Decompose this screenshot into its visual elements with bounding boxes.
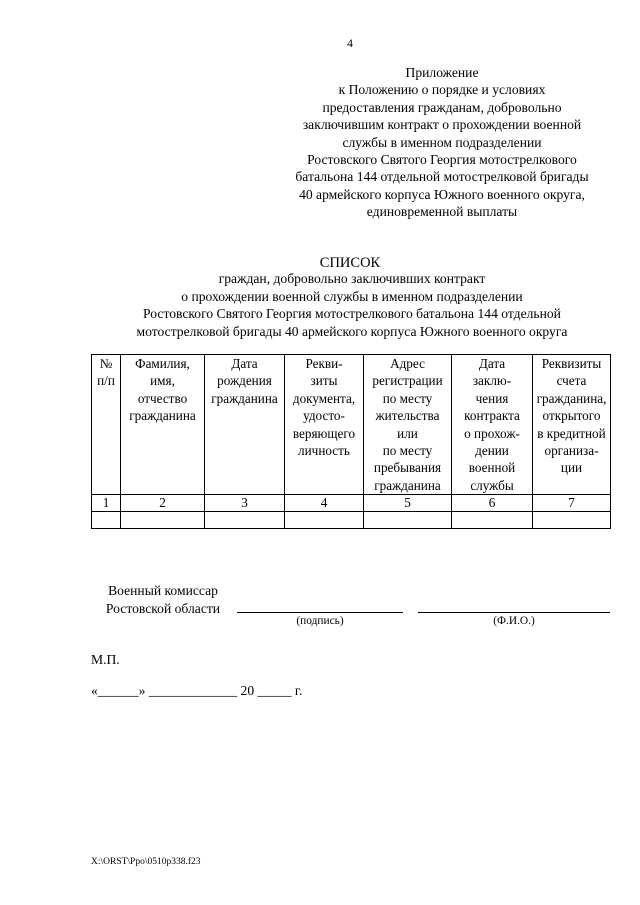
header-cell-contract-date: Дата заклю- чения контракта о прохож- дении военной службы — [452, 355, 533, 495]
empty-cell — [205, 512, 285, 529]
header-cell-id-document: Рекви- зиты документа, удосто- веряющего личность — [285, 355, 364, 495]
appendix-line: 40 армейского корпуса Южного военного округа, — [299, 186, 585, 202]
name-caption: (Ф.И.О.) — [493, 615, 535, 627]
empty-cell — [364, 512, 452, 529]
page-number: 4 — [347, 36, 353, 50]
appendix-line: Ростовского Святого Георгия мотострелкового — [307, 152, 577, 168]
appendix-line: Приложение — [405, 65, 479, 80]
position-line: Ростовской области — [105, 601, 221, 616]
signature-line — [237, 612, 403, 613]
position-line: Военный комиссар — [108, 583, 218, 598]
appendix-line: заключившим контракт о прохождении военной — [302, 117, 582, 133]
appendix-line: батальона 144 отдельной мотострелковой бригады — [295, 169, 589, 185]
table-column-numbers-row — [92, 495, 611, 512]
signature-caption: (подпись) — [296, 615, 344, 627]
stamp-label: М.П. — [91, 652, 120, 667]
appendix-line: единовременной выплаты — [366, 204, 518, 220]
signatory-position — [96, 582, 230, 618]
column-number-cell: 3 — [205, 495, 285, 512]
empty-cell — [285, 512, 364, 529]
list-subtitle — [0, 270, 640, 340]
header-cell-number: № п/п — [92, 355, 121, 495]
table-row — [92, 512, 611, 529]
appendix-line: предоставления гражданам, добровольно — [322, 99, 562, 115]
column-number-cell: 4 — [285, 495, 364, 512]
list-title: СПИСОК — [319, 255, 381, 271]
header-cell-birth-date: Дата рождения гражданина — [205, 355, 285, 495]
name-line — [418, 612, 610, 613]
header-cell-full-name: Фамилия, имя, отчество гражданина — [121, 355, 205, 495]
column-number-cell: 6 — [452, 495, 533, 512]
date-line: «______» _____________ 20 _____ г. — [91, 683, 303, 698]
empty-cell — [92, 512, 121, 529]
header-cell-bank-details: Реквизиты счета гражданина, открытого в кредитной организа- ции — [533, 355, 611, 495]
empty-cell — [452, 512, 533, 529]
citizens-table — [91, 354, 611, 529]
empty-cell — [533, 512, 611, 529]
appendix-line: к Положению о порядке и условиях — [338, 82, 546, 98]
list-subtitle-line: мотострелковой бригады 40 армейского корпуса Южного военного округа — [136, 323, 568, 339]
column-number-cell: 5 — [364, 495, 452, 512]
empty-cell — [121, 512, 205, 529]
list-subtitle-line: Ростовского Святого Георгия мотострелкового батальона 144 отдельной — [143, 306, 561, 322]
appendix-heading — [262, 64, 622, 221]
table-header-row — [92, 355, 611, 495]
list-subtitle-line: граждан, добровольно заключивших контракт — [218, 271, 486, 286]
column-number-cell: 2 — [121, 495, 205, 512]
list-subtitle-line: о прохождении военной службы в именном подразделении — [181, 288, 523, 304]
column-number-cell: 7 — [533, 495, 611, 512]
file-path-footer: X:\ORST\Ppo\0510p338.f23 — [91, 857, 201, 867]
header-cell-address: Адрес регистрации по месту жительства или по месту пребывания гражданина — [364, 355, 452, 495]
appendix-line: службы в именном подразделении — [342, 134, 542, 150]
column-number-cell: 1 — [92, 495, 121, 512]
